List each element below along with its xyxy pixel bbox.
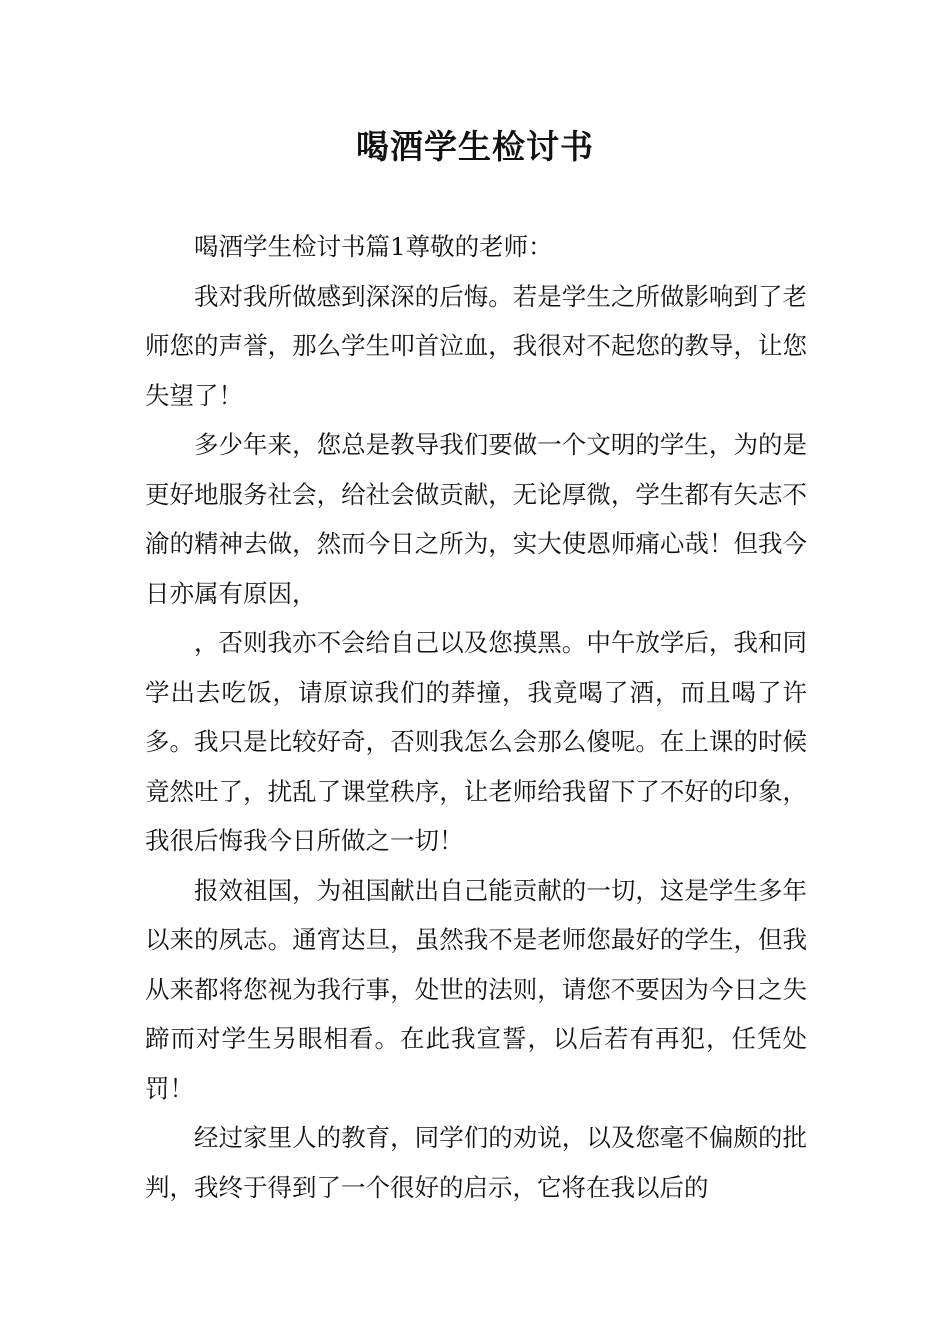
paragraph-incident: ，否则我亦不会给自己以及您摸黑。中午放学后，我和同学出去吃饭，请原谅我们的莽撞，我竟喝了酒，而且喝了许多。我只是比较好奇，否则我怎么会那么傻呢。在上课的时候竟然吐了，扰乱了课堂秩序，让老师给我留下了不好的印象，我很后悔我今日所做之一切！ [145, 628, 807, 855]
paragraph-pledge: 报效祖国，为祖国献出自己能贡献的一切，这是学生多年以来的夙志。通宵达旦，虽然我不是老师您最好的学生，但我从来都将您视为我行事，处世的法则，请您不要因为今日之失蹄而对学生另眼相看。在此我宣誓，以后若有再犯，任凭处罚！ [145, 875, 807, 1103]
paragraph-teaching: 多少年来，您总是教导我们要做一个文明的学生，为的是更好地服务社会，给社会做贡献，无论厚微，学生都有矢志不渝的精神去做，然而今日之所为，实大使恩师痛心哉！但我今日亦属有原因， [145, 430, 807, 608]
document-body [145, 222, 807, 1212]
paragraph-reflection: 经过家里人的教育，同学们的劝说，以及您毫不偏颇的批判，我终于得到了一个很好的启示，它将在我以后的 [145, 1123, 807, 1202]
document-title: 喝酒学生检讨书 [356, 127, 594, 166]
paragraph-regret: 我对我所做感到深深的后悔。若是学生之所做影响到了老师您的声誉，那么学生叩首泣血，我很对不起您的教导，让您失望了！ [145, 281, 807, 410]
paragraph-salutation: 喝酒学生检讨书篇1尊敬的老师： [194, 232, 553, 261]
